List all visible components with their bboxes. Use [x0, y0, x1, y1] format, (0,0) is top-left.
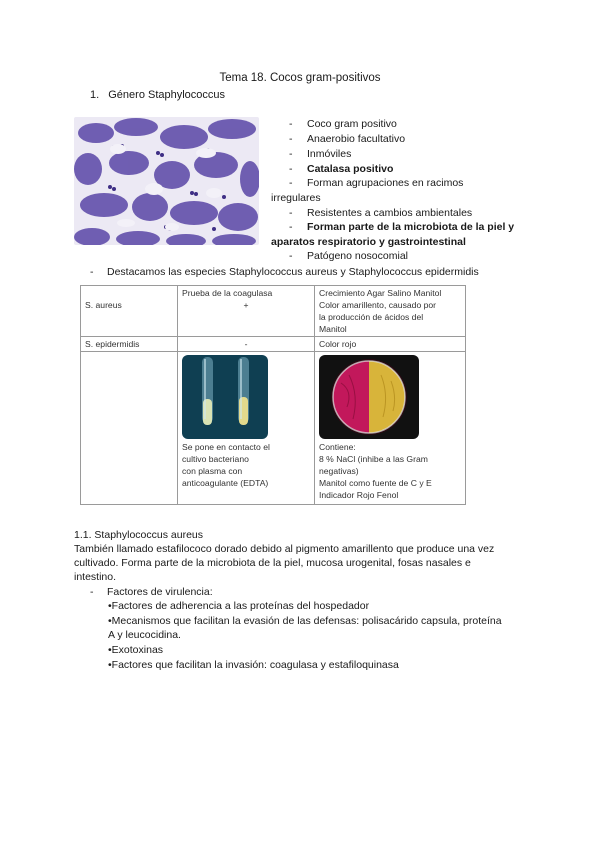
coagulasa-epidermidis-value: - — [178, 337, 315, 352]
list-dash: - — [90, 586, 94, 598]
subsection-heading: 1.1. Staphylococcus aureus — [74, 529, 203, 541]
manitol-epidermidis-value: Color rojo — [315, 337, 466, 352]
manitol-note-line: Indicador Rojo Fenol — [319, 490, 399, 500]
mannitol-agar-plate-photo — [319, 353, 461, 441]
comparison-table — [80, 285, 466, 505]
coagulasa-note-line: con plasma con — [182, 466, 243, 476]
manitol-aureus-line: Manitol — [319, 324, 347, 334]
coagulasa-note-line: anticoagulante (EDTA) — [182, 478, 269, 488]
section-title: Género Staphylococcus — [108, 89, 226, 101]
virulence-item: •Factores que facilitan la invasión: coagulasa y estafiloquinasa — [108, 659, 399, 671]
list-dash: - — [289, 207, 293, 219]
table-cell — [315, 286, 466, 337]
list-item: Forman agrupaciones en racimos — [307, 177, 464, 189]
section-number: 1. — [90, 89, 100, 101]
list-dash: - — [289, 118, 293, 130]
list-item: Forman parte de la microbiota de la piel y — [307, 221, 515, 233]
list-item: Resistentes a cambios ambientales — [307, 207, 473, 219]
species-line: Destacamos las especies Staphylococcus aureus y Staphylococcus epidermidis — [107, 266, 479, 278]
manitol-aureus-line: Color amarillento, causado por — [319, 300, 437, 310]
list-item-continuation: aparatos respiratorio y gastrointestinal — [271, 236, 466, 248]
coagulasa-aureus-value: + — [243, 300, 249, 310]
list-dash: - — [289, 148, 293, 160]
virulence-item: A y leucocidina. — [108, 629, 181, 641]
virulence-item: •Exotoxinas — [108, 644, 164, 656]
species-aureus-label: S. aureus — [85, 300, 122, 310]
paragraph-line: cultivado. Forma parte de la microbiota de la piel, mucosa urogenital, fosas nasales e — [74, 557, 471, 569]
manitol-note-line: negativas) — [319, 466, 359, 476]
list-dash: - — [289, 133, 293, 145]
table-header-row — [81, 286, 466, 337]
virulence-item: •Factores de adherencia a las proteínas del hospedador — [108, 600, 370, 612]
list-dash: - — [289, 177, 293, 189]
coagulasa-note-line: cultivo bacteriano — [182, 454, 249, 464]
manitol-note-line: Contiene: — [319, 442, 356, 452]
table-cell — [178, 286, 315, 337]
table-row — [81, 337, 466, 352]
coagulase-tubes-photo — [182, 353, 310, 441]
virulence-item: •Mecanismos que facilitan la evasión de las defensas: polisacárido capsula, proteína — [108, 615, 502, 627]
paragraph-line: intestino. — [74, 571, 117, 583]
table-cell — [81, 352, 178, 505]
list-item: Coco gram positivo — [307, 118, 397, 130]
page-title: Tema 18. Cocos gram-positivos — [219, 72, 381, 84]
manitol-note-line: 8 % NaCl (inhibe a las Gram — [319, 454, 428, 464]
gram-stain-micrograph — [74, 117, 259, 245]
list-dash: - — [289, 221, 293, 233]
list-dash: - — [289, 163, 293, 175]
column-header-coagulasa: Prueba de la coagulasa — [182, 288, 273, 298]
list-dash: - — [90, 266, 94, 278]
table-cell — [81, 286, 178, 337]
list-item-continuation: irregulares — [271, 192, 321, 204]
table-row — [81, 352, 466, 505]
manitol-note-line: Manitol como fuente de C y E — [319, 478, 432, 488]
list-item: Patógeno nosocomial — [307, 250, 408, 262]
paragraph-line: También llamado estafilococo dorado debido al pigmento amarillento que produce una vez — [74, 543, 495, 555]
manitol-aureus-line: la producción de ácidos del — [319, 312, 424, 322]
species-epidermidis-label: S. epidermidis — [81, 337, 178, 352]
list-item: Catalasa positivo — [307, 163, 394, 175]
list-item: Inmóviles — [307, 148, 352, 160]
list-item: Anaerobio facultativo — [307, 133, 406, 145]
virulence-title: Factores de virulencia: — [107, 586, 213, 598]
table-cell — [178, 352, 315, 505]
coagulasa-note-line: Se pone en contacto el — [182, 442, 270, 452]
column-header-manitol: Crecimiento Agar Salino Manitol — [319, 288, 442, 298]
list-dash: - — [289, 250, 293, 262]
section-heading — [90, 89, 225, 101]
table-cell — [315, 352, 466, 505]
